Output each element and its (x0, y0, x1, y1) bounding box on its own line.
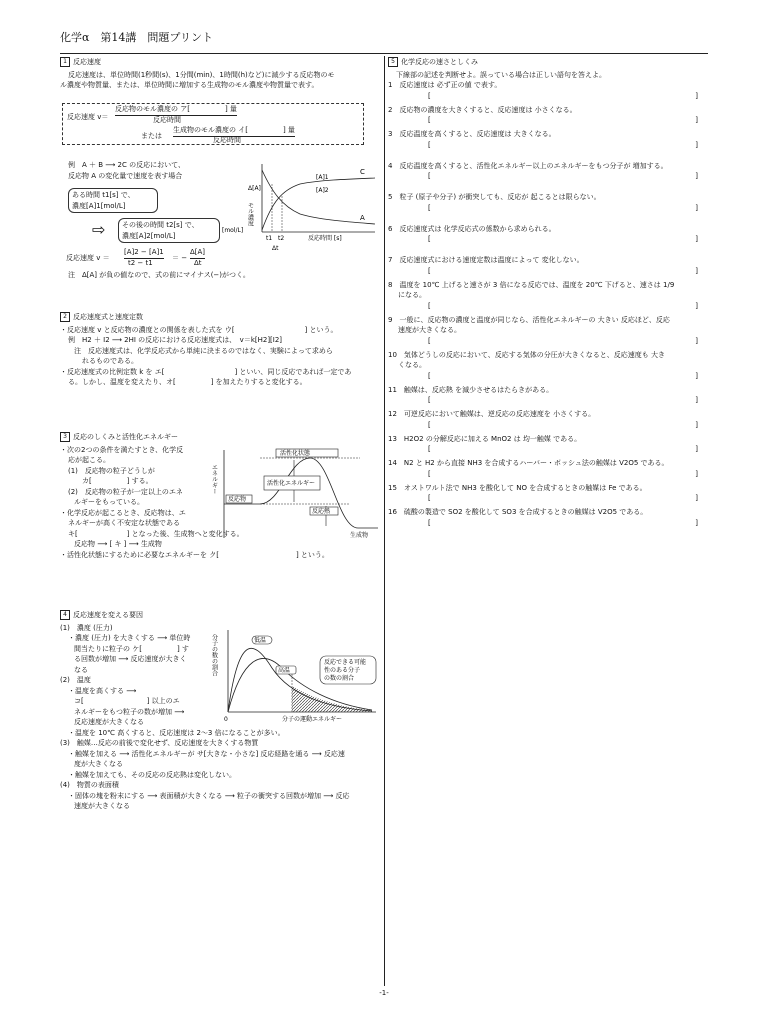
rate-formula: 反応速度 v ＝ [A]2 − [A]1 t2 − t1 ＝ − Δ[A] Δt (66, 248, 206, 267)
question-item (388, 80, 708, 105)
text-line: 例 H2 ＋ I2 ⟶ 2HI の反応における反応速度式は、 v＝k[H2][I2] (68, 336, 283, 344)
question-text: 8 温度を 10℃ 上げると速さが 3 倍になる反応では、温度を 20℃ 下げると、速さは 1/9 (388, 280, 675, 289)
bracket-left: [ (428, 266, 431, 275)
question-item (388, 507, 708, 532)
answer-bracket[interactable] (388, 493, 708, 504)
bracket-right: ] (695, 469, 698, 478)
label-t2: t2 (278, 235, 285, 242)
question-item (388, 483, 708, 508)
axis-label: 分子の運動エネルギー (282, 716, 343, 723)
question-item (388, 224, 708, 256)
time2-box: その後の時間 t2[s] で、 濃度[A]2[mol/L] (118, 218, 220, 243)
formula-box (62, 103, 364, 145)
header-rule (60, 53, 708, 54)
bracket-left: [ (428, 396, 431, 404)
answer-bracket[interactable] (388, 115, 708, 126)
text-line: コ[ ] 以上のエ (74, 697, 180, 705)
text-line: ・触媒を加えても、その反応の反応熱は変化しない。 (68, 770, 236, 779)
label-c: C (360, 168, 365, 176)
text-line: 反応速度が大きくなる (74, 718, 144, 726)
spacer (388, 151, 708, 161)
energy-curve (224, 458, 378, 528)
question-text: 11 触媒は、反応熱 を減少させるはたらきがある。 (388, 385, 554, 394)
question-text: 13 H2O2 の分解反応に加える MnO2 は 均一触媒 である。 (388, 434, 582, 443)
spacer (388, 245, 708, 255)
bracket-right: ] (695, 91, 698, 100)
answer-bracket[interactable] (388, 91, 708, 102)
text-line: ネルギーが高く不安定な状態である (68, 519, 180, 527)
axis-label: 反応時間 [s] (308, 235, 342, 242)
bracket-right: ] (695, 235, 698, 243)
bracket-right: ] (695, 494, 698, 502)
question-item (388, 129, 708, 161)
question-continuation: 速度が大きくなる。 (398, 326, 461, 334)
spacer (388, 529, 708, 532)
bracket-right: ] (695, 371, 698, 380)
text-line: る回数が増加 ⟶ 反応速度が大きく (74, 655, 187, 663)
text-line: ・触媒を加える ⟶ 活性化エネルギーが サ[大きな・小さな] 反応経路を通る ⟶ 反応速 (68, 749, 345, 758)
right-column (388, 57, 708, 532)
bracket-right: ] (695, 116, 698, 124)
label-a: A (360, 214, 365, 222)
axis-label: エネルギー (210, 464, 218, 494)
axis-unit: [mol/L] (222, 227, 244, 234)
bracket-right: ] (695, 301, 698, 310)
bracket-left: [ (428, 371, 431, 380)
question-text: 12 可逆反応において触媒は、逆反応の反応速度を 小さくする。 (388, 410, 596, 418)
label-a1: [A]1 (316, 174, 329, 181)
section-number: 3 (60, 432, 70, 442)
callout-text: の数の割合 (324, 675, 355, 682)
text-line: ルギーをもっている。 (74, 498, 144, 506)
spacer (388, 182, 708, 192)
question-text: 3 反応温度を高くすると、反応速度は 大きくなる。 (388, 130, 556, 138)
bracket-left: [ (428, 235, 431, 243)
label-high: 高温 (278, 667, 291, 674)
label-heat: 反応熱 (312, 508, 331, 515)
question-item (388, 192, 708, 224)
text-line: ・反応速度式の比例定数 k を エ[ ] といい、同じ反応であれば一定であ (60, 367, 352, 376)
bracket-left: [ (428, 420, 431, 429)
text-line: (3) 触媒…反応の前後で変化せず、反応速度を大きくする物質 (60, 739, 259, 747)
question-continuation: くなる。 (398, 361, 426, 369)
formula-denominator: 反応時間 (153, 116, 181, 124)
bracket-right: ] (695, 266, 698, 275)
answer-bracket[interactable] (388, 444, 708, 455)
bracket-left: [ (428, 172, 431, 180)
note-line: 注 Δ[A] が負の値なので、式の前にマイナス(−)がつく。 (68, 271, 250, 279)
question-item (388, 458, 708, 483)
callout-text: 反応できる可能 (324, 659, 367, 666)
question-continuation: になる。 (398, 291, 426, 299)
question-text: 5 粒子 (原子や分子) が衝突しても、反応が 起こるとは限らない。 (388, 193, 601, 201)
callout-text: 性のある分子 (324, 667, 361, 674)
bracket-left: [ (428, 336, 431, 345)
text-line: れるものである。 (82, 357, 138, 365)
bracket-right: ] (695, 396, 698, 404)
answer-bracket[interactable] (388, 420, 708, 431)
formula-lhs: 反応速度 v＝ (67, 113, 109, 121)
section-number: 2 (60, 312, 70, 322)
spacer (388, 214, 708, 224)
text-line: ・反応速度 v と反応物の濃度との関係を表した式を ウ[ ] という。 (60, 325, 338, 334)
question-item (388, 105, 708, 130)
text-line: (4) 物質の表面積 (60, 781, 119, 789)
text-line: る。しかし、温度を変えたり、オ[ ] を加えたりすると変化する。 (68, 378, 307, 386)
text-line: 度が大きくなる (74, 760, 123, 768)
label-low: 低温 (254, 637, 267, 644)
time1-box: ある時間 t1[s] で、 濃度[A]1[mol/L] (68, 188, 158, 213)
label-ea: 活性化エネルギー (267, 480, 316, 487)
bracket-right: ] (695, 203, 698, 212)
bracket-left: [ (428, 494, 431, 502)
question-item (388, 350, 708, 385)
axis-label: 分子の数の割合 (210, 634, 218, 676)
question-item (388, 255, 708, 280)
question-text: 2 反応物の濃度を大きくすると、反応速度は 小さくなる。 (388, 105, 577, 114)
text-line: ・次の2つの条件を満たすとき、化学反 (60, 445, 184, 454)
text-line: 注 反応速度式は、化学反応式から単純に決まるのではなく、実験によって求めら (74, 346, 333, 355)
formula-or: または (141, 132, 162, 140)
text-line: 間当たりに粒子の ケ[ ] す (74, 644, 189, 653)
bracket-left: [ (428, 445, 431, 453)
energy-diagram (210, 448, 380, 540)
question-text: 10 気体どうしの反応において、反応する気体の分圧が大きくなると、反応速度も 大き (388, 350, 665, 359)
question-text: 7 反応速度式における速度定数は温度によって 変化しない。 (388, 256, 584, 264)
section-title: 化学反応の速さとしくみ (401, 58, 478, 66)
axis-label: モル濃度 (246, 202, 254, 226)
section-number: 5 (388, 57, 398, 67)
text-line: ネルギーをもつ粒子の数が増加 ⟶ (74, 707, 185, 716)
text-line: (2) 反応物の粒子が一定以上のエネ (68, 487, 183, 496)
answer-bracket[interactable] (388, 336, 708, 347)
answer-bracket[interactable] (388, 395, 708, 406)
text-line: 反応物 A の変化量で速度を表す場合 (68, 171, 183, 180)
text-line: ・固体の塊を粉末にする ⟶ 表面積が大きくなる ⟶ 粒子の衝突する回数が増加 ⟶ 反応 (68, 791, 350, 800)
formula-numerator: 生成物のモル濃度の イ[ ] 量 (173, 125, 295, 137)
text-line: ・濃度 (圧力) を大きくする ⟶ 単位時 (68, 634, 191, 642)
page-title: 化学α 第14講 問題プリント (60, 31, 213, 44)
label-transition: 活性化状態 (280, 450, 311, 457)
section-title: 反応速度式と速度定数 (73, 313, 143, 321)
question-list (388, 80, 708, 532)
label-t1: t1 (266, 235, 273, 242)
text-line: 反応物 ⟶ [ キ ] ⟶ 生成物 (74, 540, 162, 548)
bracket-right: ] (695, 336, 698, 345)
label-a2: [A]2 (316, 187, 329, 194)
text-line: カ[ ] する。 (82, 477, 153, 485)
origin-label: 0 (224, 716, 228, 723)
text-line: なる (74, 665, 88, 674)
text-line: ・活性化状態にするために必要なエネルギーを ク[ ] という。 (60, 550, 329, 559)
bracket-right: ] (695, 172, 698, 180)
section-1 (60, 57, 378, 91)
bracket-left: [ (428, 91, 431, 100)
answer-bracket[interactable] (388, 266, 708, 277)
section-number: 1 (60, 57, 70, 67)
question-item (388, 161, 708, 193)
text-line: (2) 温度 (60, 676, 91, 684)
bracket-left: [ (428, 518, 431, 527)
bracket-right: ] (695, 420, 698, 429)
answer-bracket[interactable] (388, 234, 708, 245)
text-line: 例 A ＋ B ⟶ 2C の反応において、 (68, 161, 185, 169)
answer-bracket[interactable] (388, 140, 708, 151)
formula-numerator: 反応物のモル濃度の ア[ ] 量 (115, 104, 237, 116)
answer-bracket[interactable] (388, 518, 708, 529)
question-text: 14 N2 と H2 から直接 NH3 を合成するハーバー・ボッシュ法の触媒は V2O5 である。 (388, 459, 669, 467)
answer-bracket[interactable] (388, 371, 708, 382)
bracket-left: [ (428, 301, 431, 310)
answer-bracket[interactable] (388, 171, 708, 182)
column-divider (384, 56, 385, 986)
arrow-icon: ⇨ (92, 220, 106, 239)
answer-bracket[interactable] (388, 203, 708, 214)
bracket-right: ] (695, 445, 698, 453)
question-text: 1 反応速度は 必ず正の値 で表す。 (388, 81, 502, 89)
text-line: (1) 反応物の粒子どうしが (68, 466, 155, 475)
section-title: 反応のしくみと活性化エネルギー (73, 433, 178, 441)
bracket-left: [ (428, 140, 431, 149)
question-text: 4 反応温度を高くすると、活性化エネルギー以上のエネルギーをもつ分子が 増加する。 (388, 161, 668, 170)
bracket-left: [ (428, 116, 431, 124)
text-line: 速度が大きくなる (74, 802, 130, 810)
text-line: ・温度を 10℃ 高くすると、反応速度は 2〜3 倍になることが多い。 (68, 728, 285, 737)
bracket-left: [ (428, 469, 431, 478)
text-line: ・化学反応が起こるとき、反応物は、エ (60, 508, 186, 517)
text-line: ・温度を高くする ⟶ (68, 686, 137, 695)
answer-bracket[interactable] (388, 469, 708, 480)
question-text: 15 オストワルト法で NH3 を酸化して NO を合成するときの触媒は Fe である。 (388, 483, 647, 492)
question-item (388, 315, 708, 350)
text-line: キ[ ] となった後、生成物へと変化する。 (68, 529, 244, 538)
question-text: 6 反応速度式は 化学反応式の係数から求められる。 (388, 224, 556, 233)
label-reactant: 反応物 (228, 496, 247, 503)
label-product: 生成物 (350, 532, 369, 539)
question-item (388, 385, 708, 410)
distribution-graph (212, 628, 378, 724)
text-line: (1) 濃度 (圧力) (60, 623, 113, 632)
section-title: 反応速度 (73, 58, 101, 66)
section-title: 反応速度を変える要因 (73, 611, 143, 619)
question-text: 16 硫酸の製造で SO2 を酸化して SO3 を合成するときの触媒は V2O5 である。 (388, 508, 648, 516)
text-line: 反応速度は、単位時間(1秒間(s)、1分間(min)、1時間(h)など)に減少する反応物のモ (68, 70, 335, 79)
answer-bracket[interactable] (388, 301, 708, 312)
section-2 (60, 312, 378, 388)
page-number: -1- (379, 989, 389, 997)
bracket-right: ] (695, 140, 698, 149)
concentration-graph (220, 162, 380, 252)
bracket-left: [ (428, 203, 431, 212)
formula-denominator: 反応時間 (213, 136, 241, 144)
question-item (388, 280, 708, 315)
bracket-right: ] (695, 518, 698, 527)
label-delta-a: Δ[A] (248, 185, 261, 192)
text-line: 応が起こる。 (68, 456, 110, 464)
label-delta-t: Δt (272, 245, 279, 252)
curve-c (262, 178, 375, 230)
section-number: 4 (60, 610, 70, 620)
instruction-line: 下線部の記述を判断せよ。誤っている場合は正しい語句を答えよ。 (396, 70, 606, 79)
question-item (388, 434, 708, 459)
text-line: ル濃度や物質量、または、単位時間に増加する生成物のモル濃度や物質量で表す。 (60, 81, 319, 89)
question-item (388, 409, 708, 434)
question-text: 9 一般に、反応物の濃度と温度が同じなら、活性化エネルギーの 大きい 反応ほど、反応 (388, 315, 670, 324)
